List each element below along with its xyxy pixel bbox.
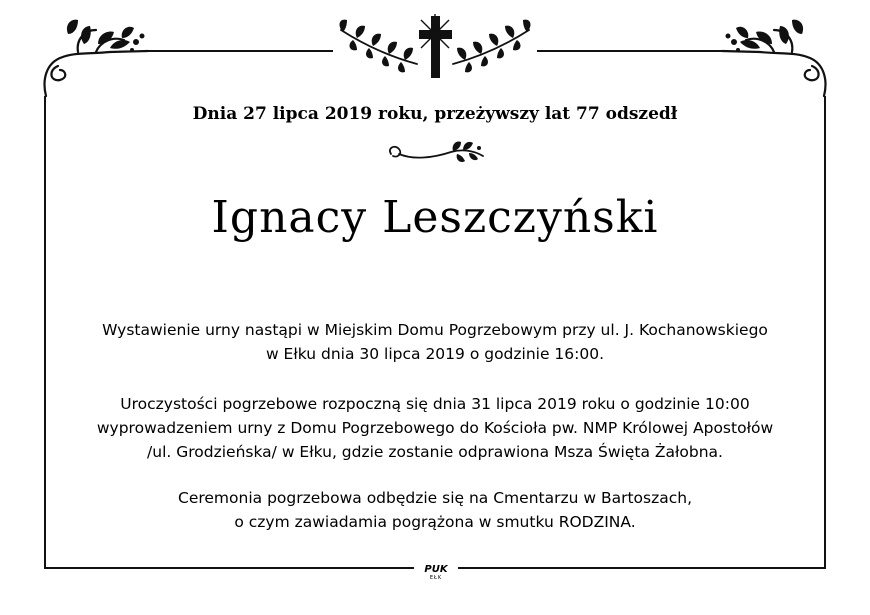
frame-top-left-line (145, 50, 333, 52)
paragraph-line: /ul. Grodzieńska/ w Ełku, gdzie zostanie odprawiona Msza Święta Żałobna. (147, 443, 723, 461)
scroll-flourish-icon (712, 14, 832, 98)
puk-logo (419, 564, 453, 582)
paragraph-line: wyprowadzeniem urny z Domu Pogrzebowego do Kościoła pw. NMP Królowej Apostołów (96, 419, 774, 437)
frame-bottom-left-line (44, 567, 414, 569)
paragraph-urn-display (0, 318, 870, 366)
paragraph-burial (0, 486, 870, 534)
scroll-flourish-icon (38, 14, 158, 98)
logo-main-text: PUK (424, 564, 448, 575)
paragraph-line: o czym zawiadamia pogrążona w smutku RODZINA. (234, 513, 636, 531)
frame-bottom-right-line (458, 567, 826, 569)
frame-top-right-line (537, 50, 727, 52)
logo-sub-text: EŁK (429, 575, 443, 581)
death-announcement-intro: Dnia 27 lipca 2019 roku, przeżywszy lat 77 odszedł (192, 104, 678, 124)
deceased-name: Ignacy Leszczyński (211, 192, 659, 243)
paragraph-line: Ceremonia pogrzebowa odbędzie się na Cmentarzu w Bartoszach, (178, 489, 692, 507)
paragraph-line: Wystawienie urny nastąpi w Miejskim Domu Pogrzebowym przy ul. J. Kochanowskiego (102, 321, 768, 339)
leaf-swirl-divider-icon (383, 140, 487, 166)
paragraph-funeral-ceremony (0, 392, 870, 464)
paragraph-line: Uroczystości pogrzebowe rozpoczną się dnia 31 lipca 2019 roku o godzinie 10:00 (120, 395, 750, 413)
cross-with-olive-branches-icon (335, 12, 535, 80)
paragraph-line: w Ełku dnia 30 lipca 2019 o godzinie 16:00. (265, 345, 605, 363)
